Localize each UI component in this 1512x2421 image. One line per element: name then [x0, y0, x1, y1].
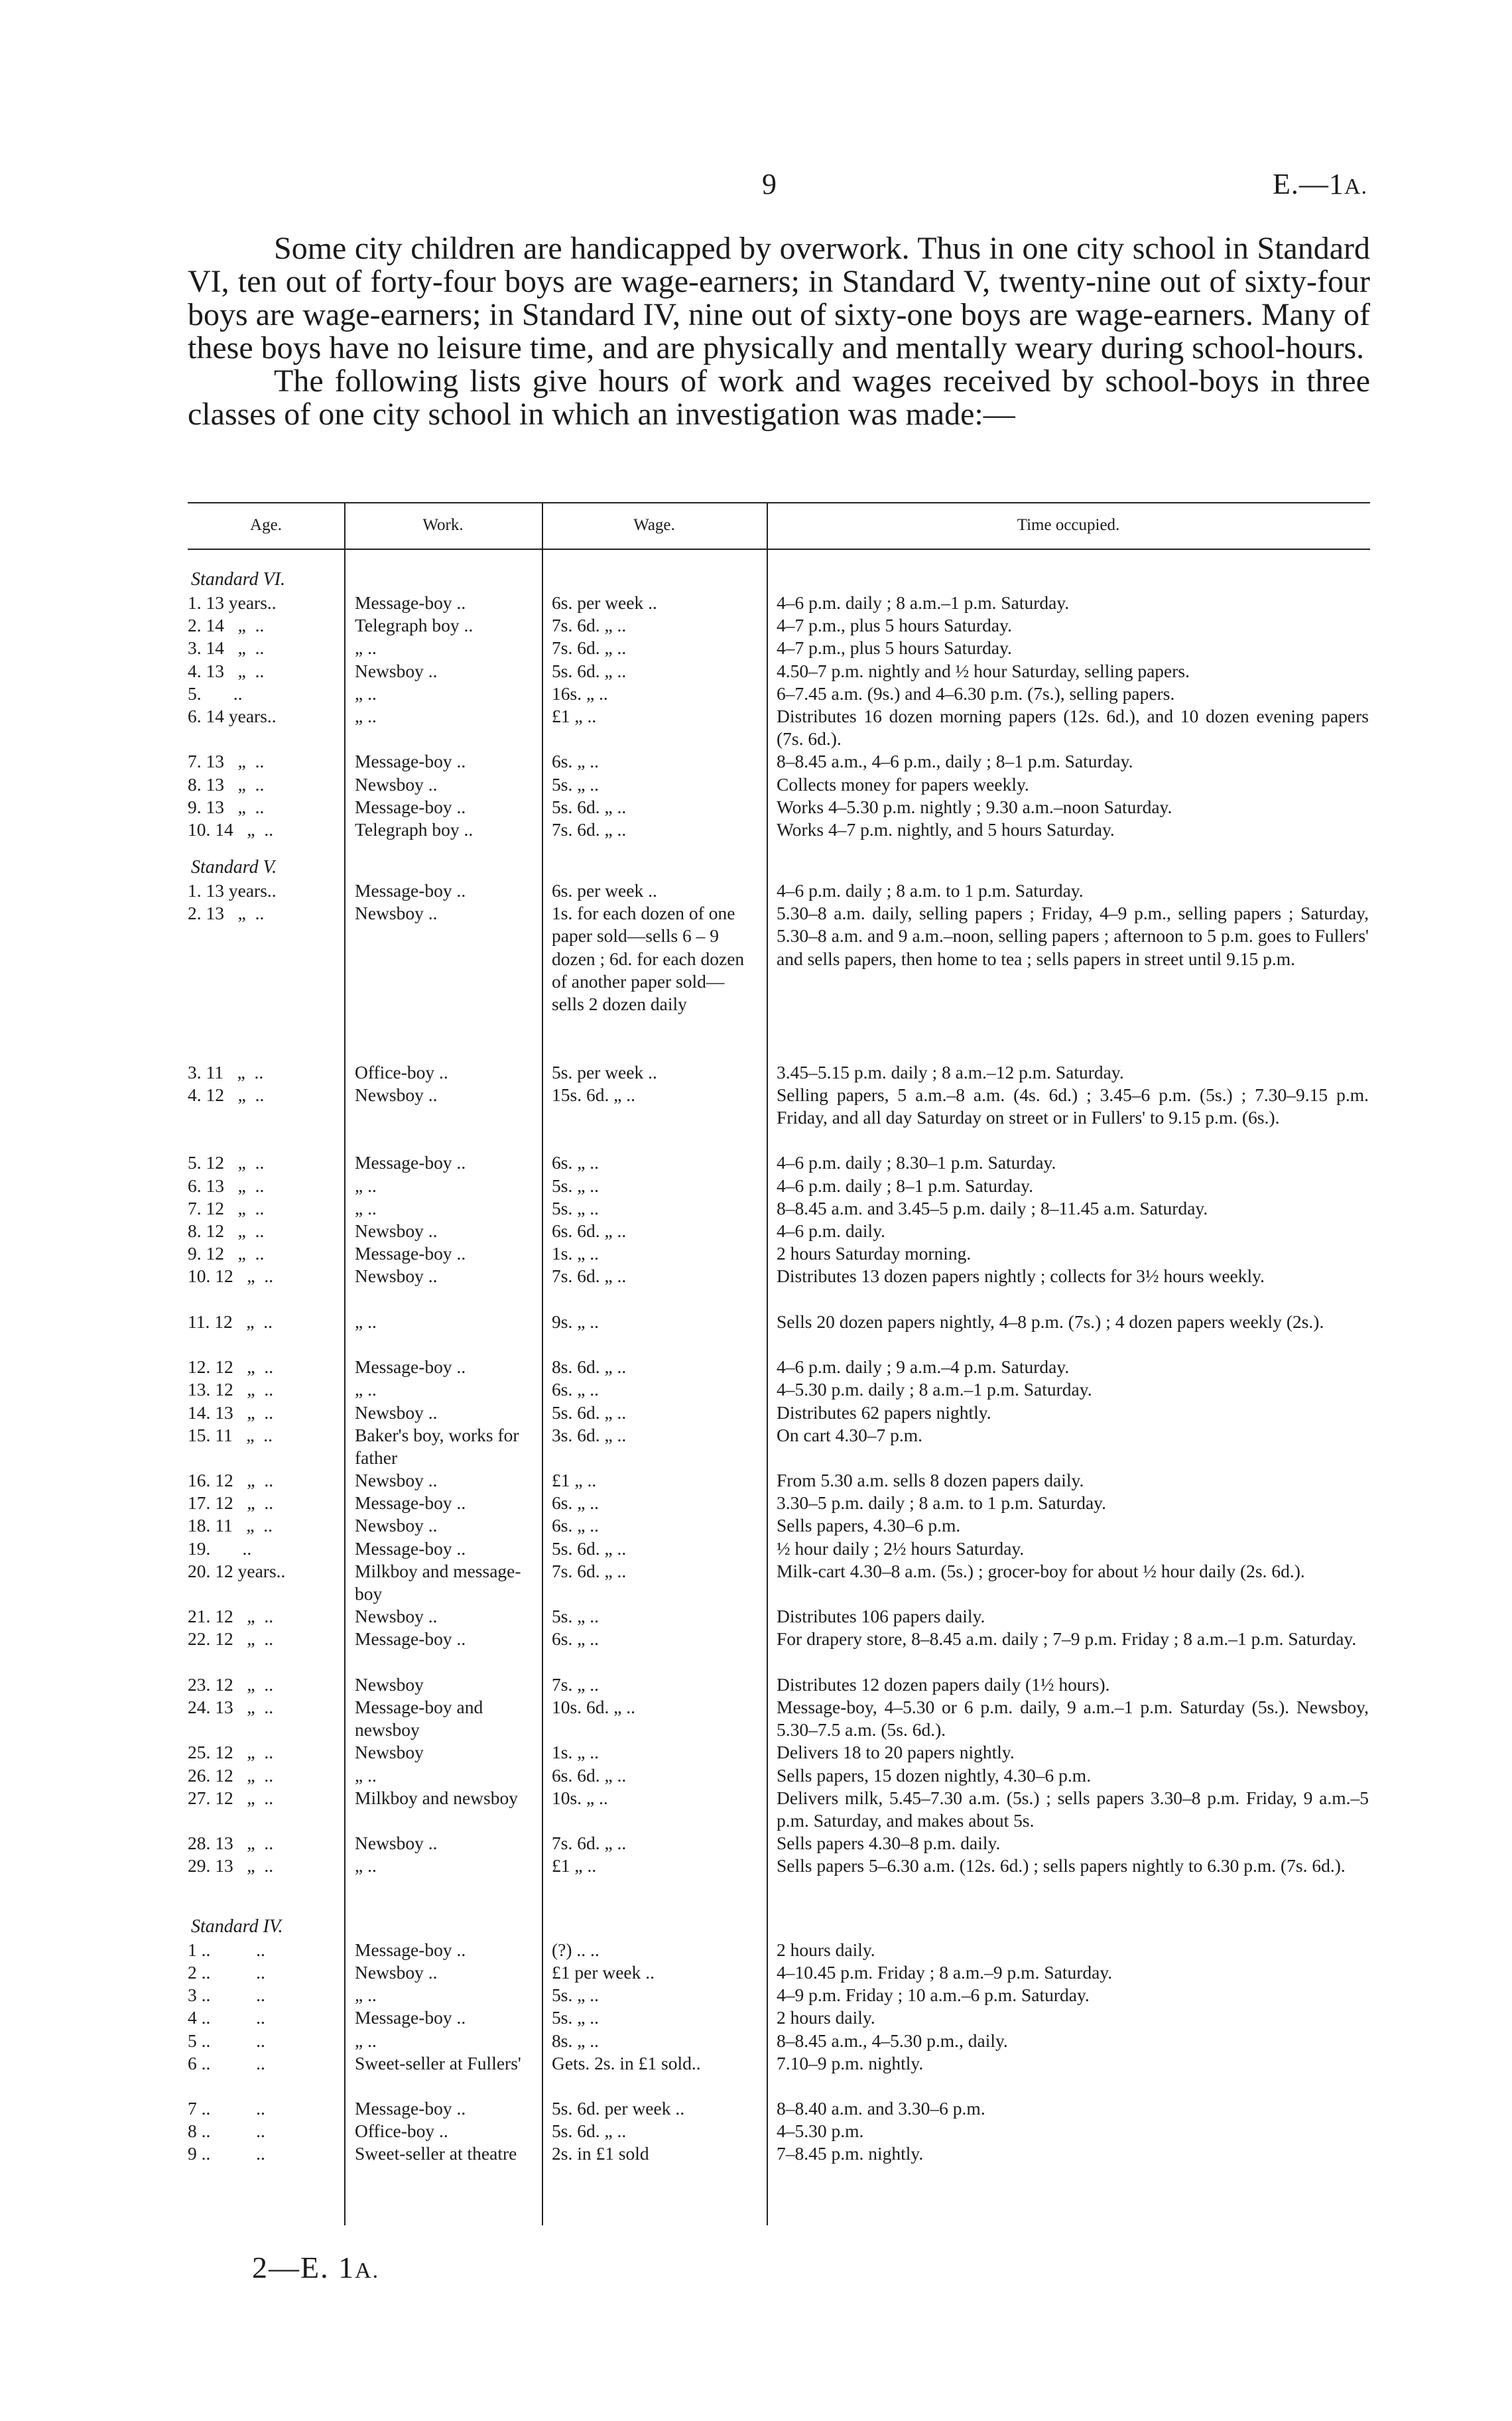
age-cell: 3 .. .. [188, 1985, 265, 2006]
wage-cell: 1s. „ .. [552, 1243, 599, 1264]
time-cell: Sells papers 5–6.30 a.m. (12s. 6d.) ; sells papers nightly to 6.30 p.m. (7s. 6d.). [777, 1855, 1346, 1876]
work-cell: Newsboy .. [355, 1961, 438, 1983]
time-cell: On cart 4.30–7 p.m. [777, 1424, 922, 1445]
table-row [0, 773, 1512, 796]
table-row [0, 1402, 1512, 1424]
wage-cell: 6s. 6d. „ .. [552, 1764, 627, 1786]
age-cell: 21. 12 „ .. [188, 1606, 274, 1627]
work-cell: Message-boy .. [355, 1628, 466, 1650]
wage-cell: 6s. per week .. [552, 592, 657, 613]
work-cell: Message-boy .. [355, 2098, 466, 2119]
table-row [0, 1084, 1512, 1152]
age-cell: 19. .. [188, 1538, 252, 1559]
age-cell: 2 .. .. [188, 1961, 265, 1983]
age-cell: 1. 13 years.. [188, 592, 277, 613]
work-cell: Message-boy and newsboy [355, 1697, 483, 1740]
time-cell: Sells 20 dozen papers nightly, 4–8 p.m. (7s.) ; 4 dozen papers weekly (2s.). [777, 1311, 1324, 1332]
table-row [0, 1560, 1512, 1605]
time-cell: 4–5.30 p.m. daily ; 8 a.m.–1 p.m. Saturday. [777, 1379, 1092, 1400]
wage-cell: 5s. 6d. „ .. [552, 660, 627, 681]
intro-paragraph-2: The following lists give hours of work and wages received by school-boys in three classes of one city school in which an investigation was made:— [188, 363, 1370, 432]
table-row [0, 1175, 1512, 1197]
wage-cell: 16s. „ .. [552, 683, 608, 704]
wage-cell: 6s. per week .. [552, 880, 657, 901]
work-cell: Newsboy .. [355, 1606, 438, 1627]
document-reference-suffix: A. [1344, 174, 1367, 199]
work-cell: Message-boy .. [355, 2007, 466, 2028]
work-cell: Message-boy .. [355, 751, 466, 772]
age-cell: 8 .. .. [188, 2121, 265, 2142]
age-cell: 11. 12 „ .. [188, 1311, 273, 1332]
work-cell: Message-boy .. [355, 592, 466, 613]
age-cell: 7. 12 „ .. [188, 1197, 265, 1218]
work-cell: Newsboy .. [355, 1515, 438, 1536]
time-cell: 7.10–9 p.m. nightly. [777, 2052, 924, 2073]
work-cell: Newsboy [355, 1742, 424, 1763]
wage-cell: 5s. 6d. „ .. [552, 2121, 627, 2142]
age-cell: 14. 13 „ .. [188, 1402, 274, 1423]
time-cell: 4–7 p.m., plus 5 hours Saturday. [777, 637, 1012, 659]
time-cell: Distributes 62 papers nightly. [777, 1402, 991, 1423]
work-cell: Message-boy .. [355, 796, 466, 817]
wage-cell: 7s. 6d. „ .. [552, 1560, 627, 1581]
table-row [0, 1220, 1512, 1242]
table-row [0, 637, 1512, 659]
age-cell: 2. 13 „ .. [188, 903, 265, 924]
table-row [0, 683, 1512, 705]
work-cell: Newsboy .. [355, 1402, 438, 1423]
wage-cell: 5s. 6d. „ .. [552, 1402, 627, 1423]
time-cell: Sells papers 4.30–8 p.m. daily. [777, 1833, 1001, 1854]
age-cell: 3. 14 „ .. [188, 637, 265, 659]
work-cell: Newsboy .. [355, 1084, 438, 1105]
table-row [0, 1242, 1512, 1265]
wage-cell: 5s. „ .. [552, 1985, 599, 2006]
work-cell: Newsboy [355, 1673, 424, 1695]
time-cell: 8–8.45 a.m. and 3.45–5 p.m. daily ; 8–11.45 a.m. Saturday. [777, 1197, 1208, 1218]
time-cell: Sells papers, 15 dozen nightly, 4.30–6 p.m. [777, 1764, 1092, 1786]
age-cell: 17. 12 „ .. [188, 1492, 274, 1514]
intro-text [188, 232, 1370, 431]
table-row [0, 796, 1512, 818]
age-cell: 7 .. .. [188, 2098, 265, 2119]
work-cell: „ .. [355, 705, 377, 726]
age-cell: 8. 12 „ .. [188, 1220, 265, 1241]
age-cell: 6. 14 years.. [188, 705, 277, 726]
document-reference-main: E.—1 [1273, 168, 1344, 200]
wage-cell: 15s. 6d. „ .. [552, 1084, 636, 1105]
intro-paragraph-1: Some city children are handicapped by overwork. Thus in one city school in Standard VI, ten out of forty-four boys are wage-earners; in Standard V, twenty-nine out of sixty-four boys are wage-earners; in Standard IV, nine out of sixty-one boys are wage-earners. Many of these boys have no leisure time, and are physically and mentally weary during school-hours. [188, 231, 1370, 365]
table-row [0, 1787, 1512, 1832]
time-cell: 4–6 p.m. daily ; 9 a.m.–4 p.m. Saturday. [777, 1356, 1070, 1378]
work-cell: „ .. [355, 2030, 377, 2051]
age-cell: 9. 12 „ .. [188, 1243, 265, 1264]
work-cell: „ .. [355, 1311, 377, 1332]
work-cell: Sweet-seller at Fullers' [355, 2052, 521, 2073]
wage-cell: 5s. 6d. „ .. [552, 796, 627, 817]
time-cell: 4–6 p.m. daily ; 8.30–1 p.m. Saturday. [777, 1152, 1056, 1173]
age-cell: 16. 12 „ .. [188, 1470, 274, 1491]
wage-cell: 5s. 6d. per week .. [552, 2098, 685, 2119]
age-cell: 29. 13 „ .. [188, 1855, 274, 1876]
table-row [0, 1984, 1512, 2006]
wage-cell: 9s. „ .. [552, 1311, 599, 1332]
age-cell: 4. 13 „ .. [188, 660, 265, 681]
time-cell: 4–9 p.m. Friday ; 10 a.m.–6 p.m. Saturday. [777, 1985, 1090, 2006]
table-row [0, 1514, 1512, 1537]
wage-cell: 5s. „ .. [552, 2007, 599, 2028]
column-header-time: Time occupied. [1017, 516, 1120, 534]
wage-cell: 6s. 6d. „ .. [552, 1220, 627, 1241]
table-row [0, 1673, 1512, 1696]
printer-signature-suffix: A. [355, 2258, 380, 2283]
work-cell: „ .. [355, 1175, 377, 1196]
wage-cell: 7s. 6d. „ .. [552, 1833, 627, 1854]
time-cell: 7–8.45 p.m. nightly. [777, 2143, 924, 2164]
age-cell: 2. 14 „ .. [188, 615, 265, 636]
age-cell: 10. 14 „ .. [188, 818, 274, 840]
time-cell: 6–7.45 a.m. (9s.) and 4–6.30 p.m. (7s.), selling papers. [777, 683, 1175, 704]
age-cell: 22. 12 „ .. [188, 1628, 274, 1650]
work-cell: Message-boy .. [355, 1492, 466, 1514]
table-row [0, 1855, 1512, 1900]
time-cell: Delivers 18 to 20 papers nightly. [777, 1742, 1015, 1763]
age-cell: 6. 13 „ .. [188, 1175, 265, 1196]
table-row [0, 1356, 1512, 1378]
work-cell: „ .. [355, 1197, 377, 1218]
time-cell: 4–6 p.m. daily. [777, 1220, 885, 1241]
time-cell: 8–8.45 a.m., 4–5.30 p.m., daily. [777, 2030, 1008, 2051]
table-row [0, 1764, 1512, 1787]
time-cell: 4–6 p.m. daily ; 8 a.m. to 1 p.m. Saturday. [777, 880, 1084, 901]
age-cell: 4. 12 „ .. [188, 1084, 265, 1105]
wage-cell: 8s. 6d. „ .. [552, 1356, 627, 1378]
wage-cell: 7s. 6d. „ .. [552, 615, 627, 636]
wage-cell: £1 „ .. [552, 1855, 597, 1876]
age-cell: 24. 13 „ .. [188, 1697, 274, 1718]
age-cell: 3. 11 „ .. [188, 1061, 264, 1082]
wage-cell: 6s. „ .. [552, 1628, 599, 1650]
time-cell: 4–5.30 p.m. [777, 2121, 864, 2142]
time-cell: Collects money for papers weekly. [777, 773, 1029, 795]
table-row [0, 592, 1512, 614]
age-cell: 5. .. [188, 683, 243, 704]
wage-cell: 5s. „ .. [552, 1197, 599, 1218]
table-row [0, 1061, 1512, 1084]
time-cell: 8–8.40 a.m. and 3.30–6 p.m. [777, 2098, 985, 2119]
work-cell: Newsboy .. [355, 903, 438, 924]
time-cell: Distributes 13 dozen papers nightly ; collects for 3½ hours weekly. [777, 1266, 1265, 1287]
wage-cell: (?) .. .. [552, 1939, 599, 1960]
table-row [0, 1605, 1512, 1628]
time-cell: 2 hours daily. [777, 1939, 875, 1960]
work-cell: „ .. [355, 1764, 377, 1786]
table-row [0, 1265, 1512, 1310]
wage-cell: 10s. 6d. „ .. [552, 1697, 636, 1718]
table-row [0, 1424, 1512, 1469]
age-cell: 28. 13 „ .. [188, 1833, 274, 1854]
time-cell: Works 4–7 p.m. nightly, and 5 hours Saturday. [777, 818, 1115, 840]
wage-cell: 5s. „ .. [552, 1606, 599, 1627]
table-row [0, 818, 1512, 841]
time-cell: 4–6 p.m. daily ; 8–1 p.m. Saturday. [777, 1175, 1034, 1196]
column-header-wage: Wage. [633, 516, 675, 534]
age-cell: 1 .. .. [188, 1939, 265, 1960]
work-cell: Message-boy .. [355, 1939, 466, 1960]
wage-cell: 6s. „ .. [552, 1515, 599, 1536]
document-reference [1273, 167, 1367, 201]
table-row [0, 1538, 1512, 1560]
wage-cell: 1s. for each dozen of one paper sold—sells 6 – 9 dozen ; 6d. for each dozen of another paper sold—sells 2 dozen daily [552, 903, 745, 1015]
time-cell: Works 4–5.30 p.m. nightly ; 9.30 a.m.–noon Saturday. [777, 796, 1172, 817]
age-cell: 20. 12 years.. [188, 1560, 286, 1581]
age-cell: 6 .. .. [188, 2052, 265, 2073]
work-cell: Telegraph boy .. [355, 615, 473, 636]
age-cell: 5. 12 „ .. [188, 1152, 265, 1173]
wage-cell: 2s. in £1 sold [552, 2143, 649, 2164]
wage-cell: 5s. „ .. [552, 773, 599, 795]
work-cell: Newsboy .. [355, 1833, 438, 1854]
table-top-rule [188, 502, 1370, 503]
work-cell: Office-boy .. [355, 1061, 448, 1082]
work-cell: Sweet-seller at theatre [355, 2143, 517, 2164]
wage-cell: 7s. 6d. „ .. [552, 818, 627, 840]
wage-cell: 6s. „ .. [552, 1492, 599, 1514]
section-title: Standard IV. [191, 1916, 283, 1937]
time-cell: 4.50–7 p.m. nightly and ½ hour Saturday, selling papers. [777, 660, 1190, 681]
table-row [0, 1151, 1512, 1174]
age-cell: 5 .. .. [188, 2030, 265, 2051]
table-row [0, 2030, 1512, 2052]
wage-cell: 5s. per week .. [552, 1061, 657, 1082]
age-cell: 18. 11 „ .. [188, 1515, 273, 1536]
time-cell: Selling papers, 5 a.m.–8 a.m. (4s. 6d.) ; 3.45–6 p.m. (5s.) ; 7.30–9.15 p.m. Friday, and all day Saturday on street or in Fullers' to 9.15 p.m. (6s.). [777, 1084, 1369, 1128]
table-row [0, 1741, 1512, 1764]
work-cell: Office-boy .. [355, 2121, 448, 2142]
age-cell: 13. 12 „ .. [188, 1379, 274, 1400]
table-row [0, 1696, 1512, 1741]
work-cell: Message-boy .. [355, 1356, 466, 1378]
table-row [0, 705, 1512, 750]
time-cell: From 5.30 a.m. sells 8 dozen papers daily. [777, 1470, 1084, 1491]
age-cell: 1. 13 years.. [188, 880, 277, 901]
wage-cell: 5s. „ .. [552, 1175, 599, 1196]
table-row [0, 1469, 1512, 1492]
age-cell: 26. 12 „ .. [188, 1764, 274, 1786]
work-cell: Milkboy and message-boy [355, 1560, 521, 1604]
time-cell: Sells papers, 4.30–6 p.m. [777, 1515, 961, 1536]
time-cell: 2 hours Saturday morning. [777, 1243, 972, 1264]
time-cell: Message-boy, 4–5.30 or 6 p.m. daily, 9 a.m.–1 p.m. Saturday (5s.). Newsboy, 5.30–7.5 a.m. (5s. 6d.). [777, 1697, 1369, 1740]
table-row [0, 2052, 1512, 2097]
table-row [0, 614, 1512, 637]
table-row [0, 1378, 1512, 1401]
table-row [0, 2097, 1512, 2120]
work-cell: Newsboy .. [355, 1470, 438, 1491]
time-cell: 8–8.45 a.m., 4–6 p.m., daily ; 8–1 p.m. Saturday. [777, 751, 1133, 772]
wage-cell: Gets. 2s. in £1 sold.. [552, 2052, 701, 2073]
wage-cell: 6s. „ .. [552, 1152, 599, 1173]
work-cell: Baker's boy, works for father [355, 1424, 519, 1468]
work-cell: Telegraph boy .. [355, 818, 473, 840]
time-cell: Milk-cart 4.30–8 a.m. (5s.) ; grocer-boy for about ½ hour daily (2s. 6d.). [777, 1560, 1305, 1581]
table-row [0, 1492, 1512, 1514]
printer-signature-main: 2—E. 1 [252, 2251, 355, 2284]
section-title: Standard V. [191, 857, 277, 878]
age-cell: 15. 11 „ .. [188, 1424, 273, 1445]
section-title: Standard VI. [191, 569, 286, 590]
page-number: 9 [762, 168, 777, 200]
time-cell: For drapery store, 8–8.45 a.m. daily ; 7–9 p.m. Friday ; 8 a.m.–1 p.m. Saturday. [777, 1628, 1357, 1650]
age-cell: 12. 12 „ .. [188, 1356, 274, 1378]
column-header-age: Age. [250, 516, 282, 534]
work-cell: Message-boy .. [355, 1152, 466, 1173]
wage-cell: 7s. 6d. „ .. [552, 637, 627, 659]
wage-cell: £1 „ .. [552, 1470, 597, 1491]
table-row [0, 1311, 1512, 1356]
time-cell: Distributes 106 papers daily. [777, 1606, 985, 1627]
age-cell: 10. 12 „ .. [188, 1266, 274, 1287]
table-row [0, 1961, 1512, 1984]
work-cell: Newsboy .. [355, 1220, 438, 1241]
table-row [0, 1628, 1512, 1673]
column-header-work: Work. [422, 516, 464, 534]
time-cell: 4–10.45 p.m. Friday ; 8 a.m.–9 p.m. Saturday. [777, 1961, 1113, 1983]
age-cell: 25. 12 „ .. [188, 1742, 274, 1763]
time-cell: Delivers milk, 5.45–7.30 a.m. (5s.) ; sells papers 3.30–8 p.m. Friday, 9 a.m.–5 p.m. Saturday, and makes about 5s. [777, 1787, 1369, 1831]
wage-cell: 10s. „ .. [552, 1787, 608, 1808]
time-cell: Distributes 16 dozen morning papers (12s. 6d.), and 10 dozen evening papers (7s. 6d.). [777, 705, 1369, 750]
time-cell: 2 hours daily. [777, 2007, 875, 2028]
work-cell: „ .. [355, 637, 377, 659]
work-cell: Message-boy .. [355, 880, 466, 901]
work-cell: „ .. [355, 1379, 377, 1400]
age-cell: 8. 13 „ .. [188, 773, 265, 795]
time-cell: Distributes 12 dozen papers daily (1½ hours). [777, 1673, 1110, 1695]
time-cell: 5.30–8 a.m. daily, selling papers ; Friday, 4–9 p.m., selling papers ; Saturday, 5.30–8 a.m. and 9 a.m.–noon, selling papers ; afternoon to 5 p.m. goes to Fullers' and sells papers, then home to tea ; sells papers in street until 9.15 p.m. [777, 903, 1369, 969]
wage-cell: 5s. 6d. „ .. [552, 1538, 627, 1559]
work-cell: „ .. [355, 683, 377, 704]
table-row [0, 1939, 1512, 1961]
time-cell: 3.45–5.15 p.m. daily ; 8 a.m.–12 p.m. Saturday. [777, 1061, 1124, 1082]
wage-cell: £1 per week .. [552, 1961, 655, 1983]
wage-cell: 7s. 6d. „ .. [552, 1266, 627, 1287]
table-row [0, 2120, 1512, 2142]
wage-cell: 1s. „ .. [552, 1742, 599, 1763]
time-cell: 4–6 p.m. daily ; 8 a.m.–1 p.m. Saturday. [777, 592, 1070, 613]
table-row [0, 1832, 1512, 1855]
table-header-rule [188, 549, 1370, 550]
wage-cell: £1 „ .. [552, 705, 597, 726]
age-cell: 7. 13 „ .. [188, 751, 265, 772]
printer-signature [252, 2250, 379, 2285]
wage-cell: 8s. „ .. [552, 2030, 599, 2051]
age-cell: 23. 12 „ .. [188, 1673, 274, 1695]
work-cell: „ .. [355, 1985, 377, 2006]
wage-cell: 6s. „ .. [552, 751, 599, 772]
age-cell: 27. 12 „ .. [188, 1787, 274, 1808]
table-row [0, 880, 1512, 902]
work-cell: Milkboy and newsboy [355, 1787, 518, 1808]
table-row [0, 902, 1512, 1061]
time-cell: 4–7 p.m., plus 5 hours Saturday. [777, 615, 1012, 636]
table-row [0, 750, 1512, 773]
work-cell: Message-boy .. [355, 1538, 466, 1559]
table-row [0, 1197, 1512, 1220]
table-row [0, 2142, 1512, 2188]
age-cell: 9. 13 „ .. [188, 796, 265, 817]
wage-earners-table [0, 568, 1512, 2188]
age-cell: 4 .. .. [188, 2007, 265, 2028]
wage-cell: 6s. „ .. [552, 1379, 599, 1400]
table-row [0, 660, 1512, 683]
work-cell: Newsboy .. [355, 660, 438, 681]
time-cell: 3.30–5 p.m. daily ; 8 a.m. to 1 p.m. Saturday. [777, 1492, 1106, 1514]
work-cell: „ .. [355, 1855, 377, 1876]
wage-cell: 7s. „ .. [552, 1673, 599, 1695]
table-row [0, 2006, 1512, 2029]
work-cell: Message-boy .. [355, 1243, 466, 1264]
work-cell: Newsboy .. [355, 1266, 438, 1287]
time-cell: ½ hour daily ; 2½ hours Saturday. [777, 1538, 1025, 1559]
age-cell: 9 .. .. [188, 2143, 265, 2164]
wage-cell: 3s. 6d. „ .. [552, 1424, 627, 1445]
work-cell: Newsboy .. [355, 773, 438, 795]
